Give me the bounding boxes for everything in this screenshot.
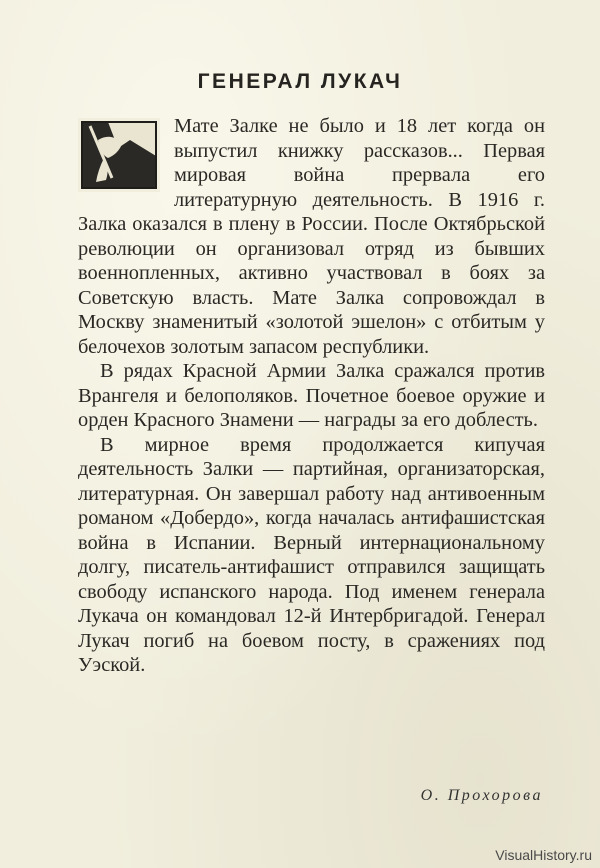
paragraph-2: В рядах Красной Армии Залка сражался против Врангеля и белополяков. Почетное боевое оружие и орден Красного Знамени — награды за его доблесть. <box>78 360 545 431</box>
page-title: ГЕНЕРАЛ ЛУКАЧ <box>197 70 403 93</box>
article-body <box>78 114 545 678</box>
dropcap-illustration-icon <box>78 118 160 192</box>
paragraph-1 <box>78 114 545 359</box>
author-signature: О. Прохорова <box>420 787 543 804</box>
paragraph-3: В мирное время продолжается кипучая деятельность Залки — партийная, организаторская, литературная. Он завершал работу над антивоенным романом «Добердо», когда началась антифашистская война в Испании. Верный интернациональному долгу, писатель-антифашист отправился защищать свободу испанского народа. Под именем генерала Лукача он командовал 12-й Интербригадой. Генерал Лукач погиб на боевом посту, в сражениях под Уэской. <box>78 433 545 676</box>
watermark: VisualHistory.ru <box>495 847 592 863</box>
paragraph-1-text: Мате Залке не было и 18 лет когда он выпустил книжку рассказов... Первая мировая война прервала его литературную деятельность. В 1916 г. Залка оказался в плену в России. После Октябрьской революции он организовал отряд из бывших военнопленных, активно участвовал в боях за Советскую власть. Мате Залка сопровождал в Москву знаменитый «золотой эшелон» с отбитым у белочехов золотым запасом республики. <box>78 115 545 358</box>
